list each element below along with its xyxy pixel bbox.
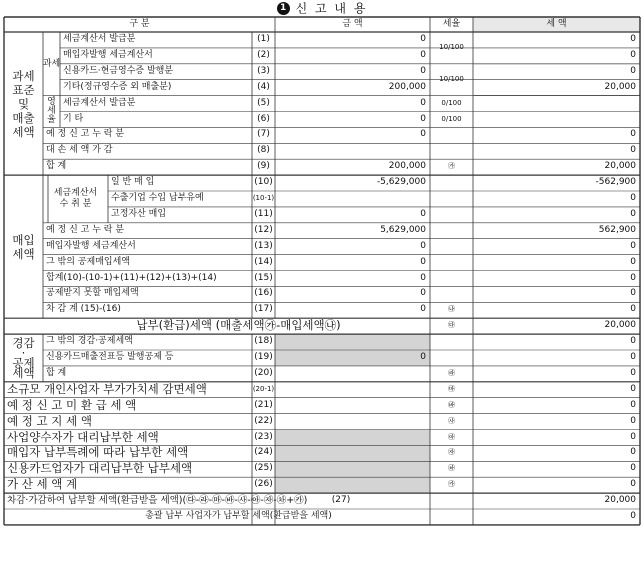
row-tax-3: 0 — [630, 65, 636, 76]
row-label-16: 합계(10)-(10-1)+(11)+(12)+(13)+(14) — [46, 272, 217, 283]
row-tax-8: 0 — [630, 145, 636, 156]
row-rate-27: ㉶ — [448, 448, 455, 457]
header-tax: 세 액 — [546, 19, 567, 29]
row-label-4: 기타(정규영수증 외 매출분) — [63, 81, 172, 92]
row-rate-23: ㉲ — [448, 384, 455, 393]
row-rate-10 — [430, 175, 473, 191]
row-code-21: (19) — [254, 352, 273, 362]
row-amount-24 — [278, 398, 426, 414]
row-label-2: 매입자발행 세금계산서 — [63, 49, 153, 60]
row-rate-18: ㉯ — [448, 305, 455, 314]
row-rate-17 — [430, 286, 473, 302]
row-label-11: 수출기업 수입 납부유예 — [111, 193, 204, 203]
row-amount-11 — [278, 191, 426, 207]
row-label-3: 신용카드·현금영수증 발행분 — [63, 65, 174, 76]
row-amount-15: 0 — [420, 256, 426, 267]
row-code-26: (23) — [254, 431, 273, 442]
row-label-29: 가 산 세 액 계 — [7, 477, 78, 492]
row-tax-23: 0 — [630, 383, 636, 394]
row-tax-13: 562,900 — [598, 224, 636, 235]
row-tax-26: 0 — [630, 431, 636, 442]
row-amount-2: 0 — [420, 49, 426, 60]
row-amount-1: 0 — [420, 34, 426, 44]
row-label-8: 대 손 세 액 가 감 — [46, 145, 113, 156]
row-amount-31 — [278, 509, 426, 525]
row-rate-14 — [430, 239, 473, 255]
row-rate-6: 0/100 — [441, 114, 462, 123]
row-amount-5: 0 — [420, 97, 426, 108]
row-amount-8 — [278, 143, 426, 159]
section-number-badge: 1 — [277, 2, 290, 15]
row-rate-24: ㉳ — [448, 400, 455, 409]
row-code-11: (10-1) — [252, 194, 275, 202]
row-tax-10: -562,900 — [595, 177, 636, 188]
row-tax-11: 0 — [630, 193, 636, 203]
row-tax-22: 0 — [630, 367, 636, 378]
row-code-22: (20) — [254, 367, 273, 378]
row-label-9: 합 계 — [46, 161, 67, 172]
row-rate-29: ㉸ — [448, 480, 455, 489]
row-label-14: 매입자발행 세금계산서 — [46, 240, 136, 251]
row-label-18: 차 감 계 (15)-(16) — [46, 304, 121, 315]
row-amount-9: 200,000 — [388, 161, 426, 172]
row-rate-30 — [430, 493, 473, 509]
row-amount-29 — [278, 477, 426, 493]
row-code-27: (24) — [254, 447, 273, 458]
row-tax-5 — [476, 96, 636, 112]
row-label-27: 매입자 납부특례에 따라 납부한 세액 — [7, 445, 189, 460]
row-code-9: (9) — [257, 161, 270, 172]
row-code-17: (16) — [254, 288, 273, 299]
row-tax-25: 0 — [630, 415, 636, 426]
row-code-8: (8) — [257, 145, 270, 156]
row-label-30: 차감·가감하여 납부할 세액(환급받을 세액)(㉰-㉱-㉲-㉳-㉴-㉵-㉶-㉷+㉸) — [7, 495, 308, 507]
row-rate-7 — [430, 127, 473, 143]
row-tax-15: 0 — [630, 256, 636, 267]
group-taxable-label: 과세 — [42, 58, 61, 69]
row-amount-27 — [278, 445, 426, 461]
row-code-13: (12) — [254, 224, 273, 235]
row-rate-8 — [430, 143, 473, 159]
row-rate-25: ㉴ — [448, 416, 455, 425]
row-rate-13 — [430, 223, 473, 239]
row-amount-14: 0 — [420, 240, 426, 251]
row-tax-28: 0 — [630, 463, 636, 474]
row-label-19: 납부(환급)세액 (매출세액㉮-매입세액㉯) — [136, 318, 341, 333]
row-rate-5: 0/100 — [441, 98, 462, 107]
row-label-26: 사업양수자가 대리납부한 세액 — [7, 429, 159, 444]
row-amount-21: 0 — [420, 352, 426, 362]
row-rate-21 — [430, 350, 473, 366]
row-code-6: (6) — [257, 113, 270, 124]
row-amount-3: 0 — [420, 65, 426, 76]
row-label-28: 신용카드업자가 대리납부한 납부세액 — [7, 461, 193, 476]
row-code-2: (2) — [257, 49, 270, 60]
row-code-7: (7) — [257, 129, 270, 140]
group-deduction-label: 경감 · 공제 세액 — [12, 335, 35, 380]
row-code-5: (5) — [257, 97, 270, 108]
row-code-12: (11) — [254, 208, 273, 219]
row-rate-11 — [430, 191, 473, 207]
row-code-1: (1) — [257, 34, 270, 44]
row-rate-9: ㉮ — [448, 162, 455, 171]
row-tax-14: 0 — [630, 240, 636, 251]
section-title-text: 신 고 내 용 — [295, 1, 368, 16]
row-label-22: 합 계 — [46, 367, 67, 378]
row-tax-31: 0 — [630, 511, 636, 521]
row-amount-17: 0 — [420, 288, 426, 299]
row-rate-31 — [430, 509, 473, 525]
row-label-6: 기 타 — [63, 113, 84, 124]
row-amount-20 — [278, 334, 426, 350]
row-rate-12 — [430, 207, 473, 223]
row-label-13: 예 정 신 고 누 락 분 — [46, 224, 125, 235]
row-label-1: 세금계산서 발급분 — [63, 34, 136, 44]
row-code-16: (15) — [254, 272, 273, 283]
row-amount-26 — [278, 430, 426, 446]
header-amount: 금 액 — [342, 19, 363, 29]
row-label-31: 총괄 납부 사업자가 납부할 세액(환급받을 세액) — [145, 511, 332, 521]
row-code-29: (26) — [254, 479, 273, 490]
row-rate-20 — [430, 334, 473, 350]
row-tax-2: 0 — [630, 49, 636, 60]
row-label-17: 공제받지 못할 매입세액 — [46, 288, 139, 299]
row-rate-19: ㉰ — [448, 321, 455, 330]
row-tax-16: 0 — [630, 272, 636, 283]
row-rate-26: ㉵ — [448, 432, 455, 441]
row-label-25: 예 정 고 지 세 액 — [7, 413, 92, 428]
row-code-18: (17) — [254, 304, 273, 315]
row-tax-20: 0 — [630, 336, 636, 347]
row-tax-17: 0 — [630, 288, 636, 299]
row-amount-4: 200,000 — [388, 81, 426, 92]
row-amount-18: 0 — [420, 304, 426, 315]
row-label-15: 그 밖의 공제매입세액 — [46, 256, 130, 267]
row-code-30: (27) — [331, 495, 351, 506]
row-tax-27: 0 — [630, 447, 636, 458]
row-rate-1: 10/100 — [439, 43, 464, 51]
row-tax-24: 0 — [630, 399, 636, 410]
group-sales-label: 과세 표준 및 매출 세액 — [12, 68, 35, 139]
row-label-20: 그 밖의 경감·공제세액 — [46, 336, 133, 347]
row-rate-22: ㉱ — [448, 368, 455, 377]
row-code-24: (21) — [254, 399, 273, 410]
row-label-7: 예 정 신 고 누 락 분 — [46, 129, 125, 140]
row-code-23: (20-1) — [252, 384, 275, 393]
row-code-15: (14) — [254, 256, 273, 267]
row-tax-4: 20,000 — [604, 81, 636, 92]
row-code-25: (22) — [254, 415, 273, 426]
group-zero-rated-label: 영 세 율 — [47, 96, 56, 125]
row-amount-7: 0 — [420, 129, 426, 140]
row-code-4: (4) — [257, 81, 270, 92]
row-rate-3: 10/100 — [439, 74, 464, 83]
row-label-23: 소규모 개인사업자 부가가치세 감면세액 — [7, 381, 207, 396]
row-rate-16 — [430, 271, 473, 287]
row-amount-23 — [278, 382, 426, 398]
row-tax-30: 20,000 — [604, 495, 636, 506]
row-label-10: 일 반 매 입 — [111, 177, 155, 188]
row-tax-12: 0 — [630, 208, 636, 219]
row-label-24: 예 정 신 고 미 환 급 세 액 — [7, 397, 137, 412]
row-label-12: 고정자산 매입 — [111, 208, 167, 219]
row-label-21: 신용카드매출전표등 발행공제 등 — [46, 352, 174, 362]
group-invoice-received-label: 세금계산서 수 취 분 — [53, 187, 98, 209]
row-tax-18: 0 — [630, 304, 636, 315]
row-amount-28 — [278, 461, 426, 477]
row-code-10: (10) — [254, 177, 273, 188]
row-tax-6 — [476, 112, 636, 128]
row-amount-10: -5,629,000 — [376, 177, 426, 188]
row-tax-9: 20,000 — [604, 161, 636, 172]
row-rate-15 — [430, 255, 473, 271]
row-amount-19 — [278, 318, 426, 334]
row-amount-16: 0 — [420, 272, 426, 283]
header-category: 구 분 — [129, 19, 150, 29]
row-amount-6: 0 — [420, 113, 426, 124]
row-tax-29: 0 — [630, 479, 636, 490]
row-amount-12: 0 — [420, 208, 426, 219]
group-purchase-label: 매입 세액 — [12, 232, 35, 261]
row-tax-1: 0 — [630, 34, 636, 44]
row-code-20: (18) — [254, 336, 273, 347]
row-amount-22 — [278, 366, 426, 382]
row-tax-21: 0 — [630, 352, 636, 362]
row-amount-13: 5,629,000 — [380, 224, 426, 235]
row-rate-28: ㉷ — [448, 464, 455, 473]
header-rate: 세율 — [442, 19, 461, 29]
row-label-5: 세금계산서 발급분 — [63, 97, 136, 108]
row-tax-19: 20,000 — [604, 320, 636, 331]
row-code-28: (25) — [254, 463, 273, 474]
row-tax-7: 0 — [630, 129, 636, 140]
row-amount-25 — [278, 414, 426, 430]
row-code-3: (3) — [257, 65, 270, 76]
row-code-14: (13) — [254, 240, 273, 251]
